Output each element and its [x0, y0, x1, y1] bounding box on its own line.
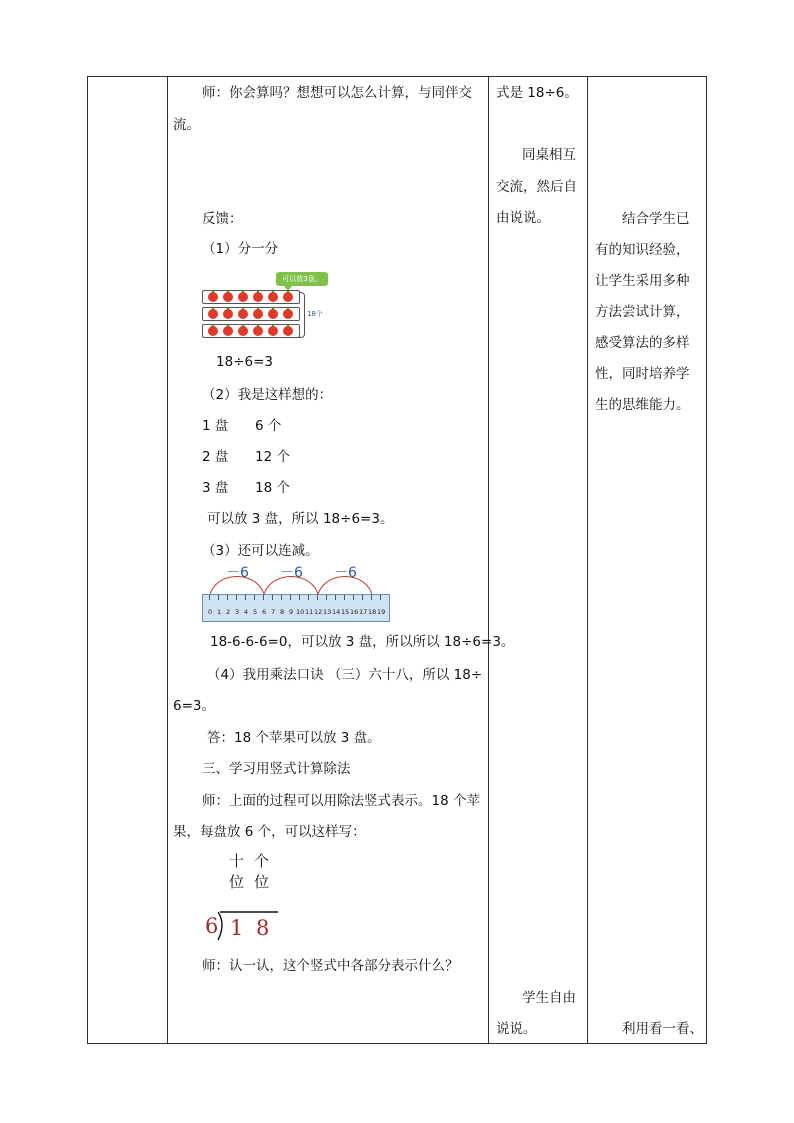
teacher-explain-line1: 师：上面的过程可以用除法竖式表示。18 个苹	[202, 793, 480, 809]
table-border-col1	[167, 76, 168, 1043]
brace-icon	[299, 292, 305, 338]
ruler-number: 3	[235, 608, 240, 616]
number-line-ruler	[202, 594, 390, 622]
table-border-col2	[488, 76, 489, 1043]
count-label: 18个	[307, 310, 323, 318]
method-4-line2: 6=3。	[173, 698, 215, 714]
plate-count-2: 2 盘	[202, 449, 229, 465]
ruler-number: 14	[332, 608, 341, 616]
section-3-heading: 三、学习用竖式计算除法	[202, 761, 351, 777]
plate-count-1: 1 盘	[202, 418, 229, 434]
ones-place-label-2: 位	[254, 873, 270, 891]
apple-icon	[238, 326, 248, 336]
apple-icon	[283, 292, 293, 302]
plate-row	[202, 290, 300, 304]
intent-line-1: 结合学生已	[622, 211, 690, 227]
ruler-number: 4	[244, 608, 249, 616]
ones-place-label-1: 个	[254, 852, 270, 870]
tens-place-label-1: 十	[229, 852, 245, 870]
ruler-number: 17	[359, 608, 368, 616]
ruler-number: 5	[253, 608, 258, 616]
method-3-heading: （3）还可以连减。	[202, 543, 319, 559]
intent-line-2: 有的知识经验，	[595, 242, 690, 258]
apple-icon	[253, 309, 263, 319]
ruler-number: 6	[262, 608, 267, 616]
tens-place-label-2: 位	[229, 873, 245, 891]
ruler-number: 16	[350, 608, 359, 616]
student-line-2: 同桌相互	[522, 147, 576, 163]
intent-line-4: 方法尝试计算，	[595, 304, 690, 320]
method-2-heading: （2）我是这样想的：	[202, 387, 333, 403]
student-line-3: 交流，然后自	[496, 179, 577, 195]
answer-line: 答：18 个苹果可以放 3 盘。	[207, 730, 381, 746]
ruler-number: 8	[280, 608, 285, 616]
ruler-number: 12	[314, 608, 323, 616]
ruler-number: 2	[226, 608, 231, 616]
ruler-number: 18	[368, 608, 377, 616]
teacher-question-line2: 流。	[173, 117, 200, 133]
ruler-number: 0	[208, 608, 213, 616]
apple-count-1: 6 个	[255, 418, 282, 434]
teacher-explain-line2: 果，每盘放 6 个，可以这样写：	[173, 824, 366, 840]
table-bottom-border	[87, 1043, 707, 1044]
apple-icon	[238, 309, 248, 319]
apple-icon	[223, 326, 233, 336]
apple-icon	[238, 292, 248, 302]
intent-line-3: 让学生采用多种	[595, 273, 690, 289]
apple-icon	[268, 326, 278, 336]
apple-icon	[208, 326, 218, 336]
student-line-1: 式是 18÷6。	[496, 85, 578, 101]
plate-row	[202, 324, 300, 338]
student-line-5: 学生自由	[522, 990, 576, 1006]
minus-six-label: －6	[226, 565, 249, 581]
ruler-number: 7	[271, 608, 276, 616]
table-top-border	[87, 76, 707, 77]
intent-line-7: 生的思维能力。	[595, 397, 690, 413]
ruler-number: 19	[377, 608, 386, 616]
equation-1: 18÷6=3	[216, 354, 273, 370]
speech-bubble	[276, 272, 328, 286]
apple-icon	[268, 309, 278, 319]
apple-icon	[253, 326, 263, 336]
ruler-number: 13	[323, 608, 332, 616]
table-border-col3	[587, 76, 588, 1043]
feedback-heading: 反馈：	[202, 211, 243, 227]
ruler-number: 9	[289, 608, 294, 616]
apple-icon	[208, 292, 218, 302]
ruler-number: 1	[217, 608, 222, 616]
minus-six-label: －6	[334, 565, 357, 581]
apple-icon	[283, 309, 293, 319]
teacher-question-2: 师：认一认，这个竖式中各部分表示什么？	[202, 958, 459, 974]
student-line-6: 说说。	[496, 1021, 537, 1037]
apple-icon	[208, 309, 218, 319]
bubble-text: 可以放3盘。	[282, 275, 322, 283]
minus-six-label: －6	[280, 565, 303, 581]
ruler-number: 11	[305, 608, 314, 616]
dividend-tens: 1	[230, 916, 244, 940]
lesson-plan-table	[87, 76, 707, 1043]
student-line-4: 由说说。	[496, 210, 550, 226]
ruler-number: 15	[341, 608, 350, 616]
method-4-line1: （4）我用乘法口诀 （三）六十八，所以 18÷	[207, 667, 483, 683]
table-border-right	[706, 76, 707, 1043]
plate-count-3: 3 盘	[202, 480, 229, 496]
method-3-conclusion: 18-6-6-6=0，可以放 3 盘，所以所以 18÷6=3。	[210, 634, 515, 650]
dividend-ones: 8	[256, 916, 270, 940]
method-2-conclusion: 可以放 3 盘，所以 18÷6=3。	[207, 511, 394, 527]
teacher-question-line1: 师：你会算吗？想想可以怎么计算，与同伴交	[202, 85, 472, 101]
plate-row	[202, 307, 300, 321]
apple-count-3: 18 个	[255, 480, 290, 496]
apple-icon	[223, 309, 233, 319]
table-border-left	[87, 76, 88, 1043]
apple-count-2: 12 个	[255, 449, 290, 465]
intent-line-6: 性，同时培养学	[595, 366, 690, 382]
apple-icon	[253, 292, 263, 302]
ruler-number: 10	[296, 608, 305, 616]
apple-icon	[223, 292, 233, 302]
apple-icon	[283, 326, 293, 336]
intent-line-8: 利用看一看、	[622, 1021, 703, 1037]
method-1-heading: （1）分一分	[202, 241, 279, 257]
divisor: 6	[205, 914, 219, 938]
apple-icon	[268, 292, 278, 302]
intent-line-5: 感受算法的多样	[595, 335, 690, 351]
